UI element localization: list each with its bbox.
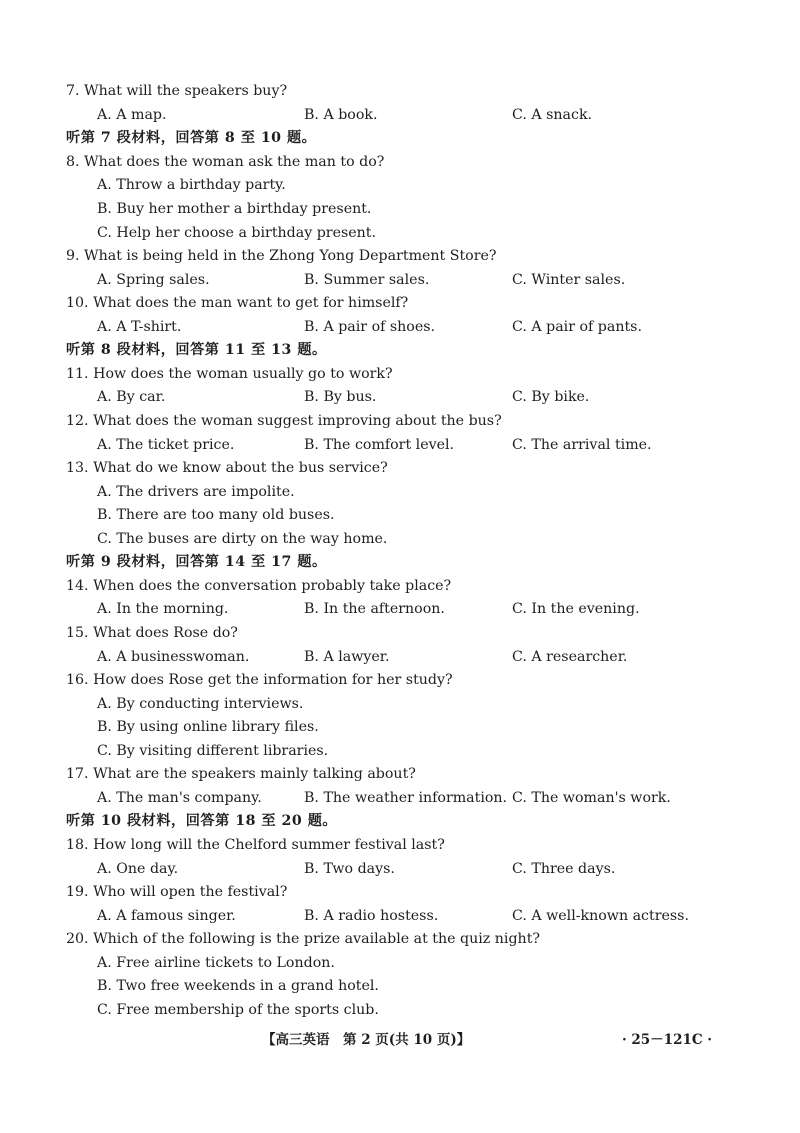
- option-11a: A. By car.: [97, 389, 166, 405]
- section-heading-7: 听第 7 段材料，回答第 8 至 10 题。: [66, 130, 317, 146]
- option-18c: C. Three days.: [512, 861, 616, 877]
- option-15c: C. A researcher.: [512, 649, 628, 665]
- option-13c: C. The buses are dirty on the way home.: [97, 531, 388, 547]
- option-17a: A. The man's company.: [97, 790, 262, 806]
- option-20a: A. Free airline tickets to London.: [97, 955, 335, 971]
- option-15a: A. A businesswoman.: [97, 649, 250, 665]
- option-14a: A. In the morning.: [97, 601, 229, 617]
- option-19a: A. A famous singer.: [97, 908, 236, 924]
- option-20c: C. Free membership of the sports club.: [97, 1002, 379, 1018]
- option-16a: A. By conducting interviews.: [97, 696, 304, 712]
- question-12: 12. What does the woman suggest improving about the bus?: [66, 413, 502, 429]
- option-12c: C. The arrival time.: [512, 437, 652, 453]
- option-20b: B. Two free weekends in a grand hotel.: [97, 978, 379, 994]
- section-heading-8: 听第 8 段材料，回答第 11 至 13 题。: [66, 342, 327, 358]
- question-14: 14. When does the conversation probably take place?: [66, 578, 452, 594]
- option-19b: B. A radio hostess.: [304, 908, 439, 924]
- option-9a: A. Spring sales.: [97, 272, 210, 288]
- option-8a: A. Throw a birthday party.: [97, 177, 286, 193]
- question-8: 8. What does the woman ask the man to do?: [66, 154, 385, 170]
- question-19: 19. Who will open the festival?: [66, 884, 288, 900]
- option-17c: C. The woman's work.: [512, 790, 671, 806]
- question-11: 11. How does the woman usually go to work?: [66, 366, 393, 382]
- question-15: 15. What does Rose do?: [66, 625, 238, 641]
- option-7b: B. A book.: [304, 107, 378, 123]
- option-8b: B. Buy her mother a birthday present.: [97, 201, 372, 217]
- question-16: 16. How does Rose get the information for her study?: [66, 672, 453, 688]
- question-7: 7. What will the speakers buy?: [66, 83, 288, 99]
- question-18: 18. How long will the Chelford summer festival last?: [66, 837, 445, 853]
- question-9: 9. What is being held in the Zhong Yong Department Store?: [66, 248, 497, 264]
- option-9b: B. Summer sales.: [304, 272, 430, 288]
- option-12a: A. The ticket price.: [97, 437, 235, 453]
- option-9c: C. Winter sales.: [512, 272, 626, 288]
- option-18b: B. Two days.: [304, 861, 395, 877]
- question-10: 10. What does the man want to get for himself?: [66, 295, 409, 311]
- option-15b: B. A lawyer.: [304, 649, 390, 665]
- option-7c: C. A snack.: [512, 107, 593, 123]
- option-14c: C. In the evening.: [512, 601, 640, 617]
- page-footer-title: 【高三英语 第 2 页(共 10 页)】: [262, 1032, 471, 1048]
- option-19c: C. A well-known actress.: [512, 908, 689, 924]
- option-7a: A. A map.: [97, 107, 167, 123]
- option-11b: B. By bus.: [304, 389, 377, 405]
- option-16c: C. By visiting different libraries.: [97, 743, 329, 759]
- option-10b: B. A pair of shoes.: [304, 319, 436, 335]
- section-heading-10: 听第 10 段材料，回答第 18 至 20 题。: [66, 813, 338, 829]
- option-13b: B. There are too many old buses.: [97, 507, 335, 523]
- option-12b: B. The comfort level.: [304, 437, 455, 453]
- question-17: 17. What are the speakers mainly talking about?: [66, 766, 416, 782]
- section-heading-9: 听第 9 段材料，回答第 14 至 17 题。: [66, 554, 327, 570]
- option-10c: C. A pair of pants.: [512, 319, 642, 335]
- option-17b: B. The weather information.: [304, 790, 508, 806]
- page-footer-code: · 25－121C ·: [622, 1032, 713, 1048]
- option-8c: C. Help her choose a birthday present.: [97, 225, 377, 241]
- option-16b: B. By using online library files.: [97, 719, 319, 735]
- question-13: 13. What do we know about the bus service?: [66, 460, 388, 476]
- option-13a: A. The drivers are impolite.: [97, 484, 295, 500]
- option-18a: A. One day.: [97, 861, 179, 877]
- option-11c: C. By bike.: [512, 389, 590, 405]
- question-20: 20. Which of the following is the prize available at the quiz night?: [66, 931, 540, 947]
- option-10a: A. A T-shirt.: [97, 319, 182, 335]
- option-14b: B. In the afternoon.: [304, 601, 445, 617]
